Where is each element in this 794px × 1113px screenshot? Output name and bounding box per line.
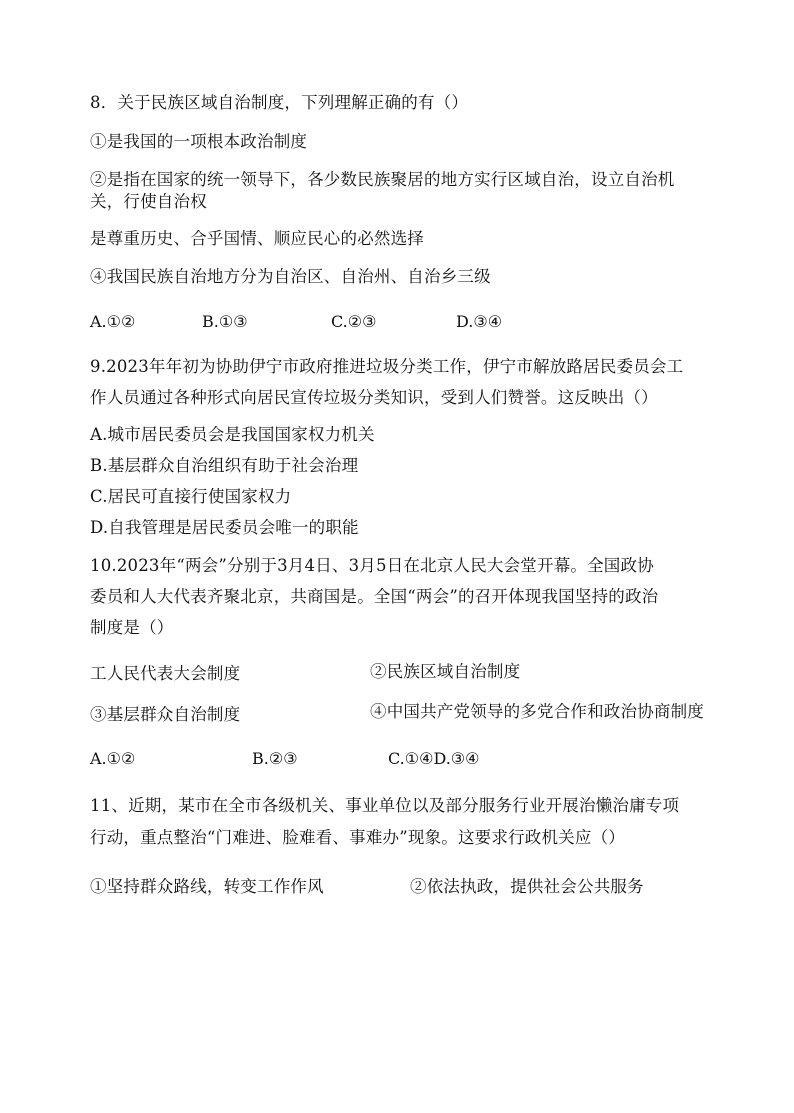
q10-item-3: ③基层群众自治制度 bbox=[90, 705, 241, 724]
q9-choice-b: B.基层群众自治组织有助于社会治理 bbox=[90, 456, 359, 475]
q10-stem-2: 委员和人大代表齐聚北京，共商国是。全国“两会”的召开体现我国坚持的政治 bbox=[90, 587, 659, 606]
q11-stem-2: 行动，重点整治“门难进、脸难看、事难办”现象。这要求行政机关应（） bbox=[90, 828, 625, 847]
q9-stem-1: 9.2023年年初为协助伊宁市政府推进垃圾分类工作，伊宁市解放路居民委员会工 bbox=[90, 357, 684, 376]
q9-choice-a: A.城市居民委员会是我国国家权力机关 bbox=[90, 425, 375, 444]
q8-item-3: 是尊重历史、合乎国情、顺应民心的必然选择 bbox=[90, 229, 424, 248]
q10-stem-1: 10.2023年“两会”分别于3月4日、3月5日在北京人民大会堂开幕。全国政协 bbox=[90, 556, 654, 575]
q9-stem-2: 作人员通过各种形式向居民宣传垃圾分类知识，受到人们赞誉。这反映出（） bbox=[90, 388, 658, 407]
q10-choice-b: B.②③ bbox=[252, 749, 298, 768]
q10-item-4: ④中国共产党领导的多党合作和政治协商制度 bbox=[370, 702, 704, 721]
q9-choice-d: D.自我管理是居民委员会唯一的职能 bbox=[90, 518, 359, 537]
q11-stem-1: 11、近期，某市在全市各级机关、事业单位以及部分服务行业开展治懒治庸专项 bbox=[90, 796, 680, 815]
q8-choice-a: A.①② bbox=[90, 312, 136, 331]
q10-item-2: ②民族区域自治制度 bbox=[370, 662, 521, 681]
q8-stem: 8．关于民族区域自治制度，下列理解正确的有（） bbox=[90, 93, 469, 112]
q10-item-1: 工人民代表大会制度 bbox=[90, 664, 241, 683]
q8-choice-d: D.③④ bbox=[456, 312, 503, 331]
q11-item-1: ①坚持群众路线，转变工作作风 bbox=[90, 877, 324, 896]
q8-item-2-cont: 关，行使自治权 bbox=[90, 192, 207, 211]
q8-item-1: ①是我国的一项根本政治制度 bbox=[90, 132, 308, 151]
q8-choice-c: C.②③ bbox=[331, 312, 377, 331]
q10-choice-cd: C.①④D.③④ bbox=[388, 749, 480, 768]
q10-stem-3: 制度是（） bbox=[90, 618, 174, 637]
q9-choice-c: C.居民可直接行使国家权力 bbox=[90, 487, 292, 506]
q10-choice-a: A.①② bbox=[90, 749, 136, 768]
q11-item-2: ②依法执政，提供社会公共服务 bbox=[410, 877, 644, 896]
q8-choice-b: B.①③ bbox=[202, 312, 248, 331]
q8-item-2: ②是指在国家的统一领导下，各少数民族聚居的地方实行区域自治，设立自治机 bbox=[90, 170, 675, 189]
q8-item-4: ④我国民族自治地方分为自治区、自治州、自治乡三级 bbox=[90, 267, 491, 286]
